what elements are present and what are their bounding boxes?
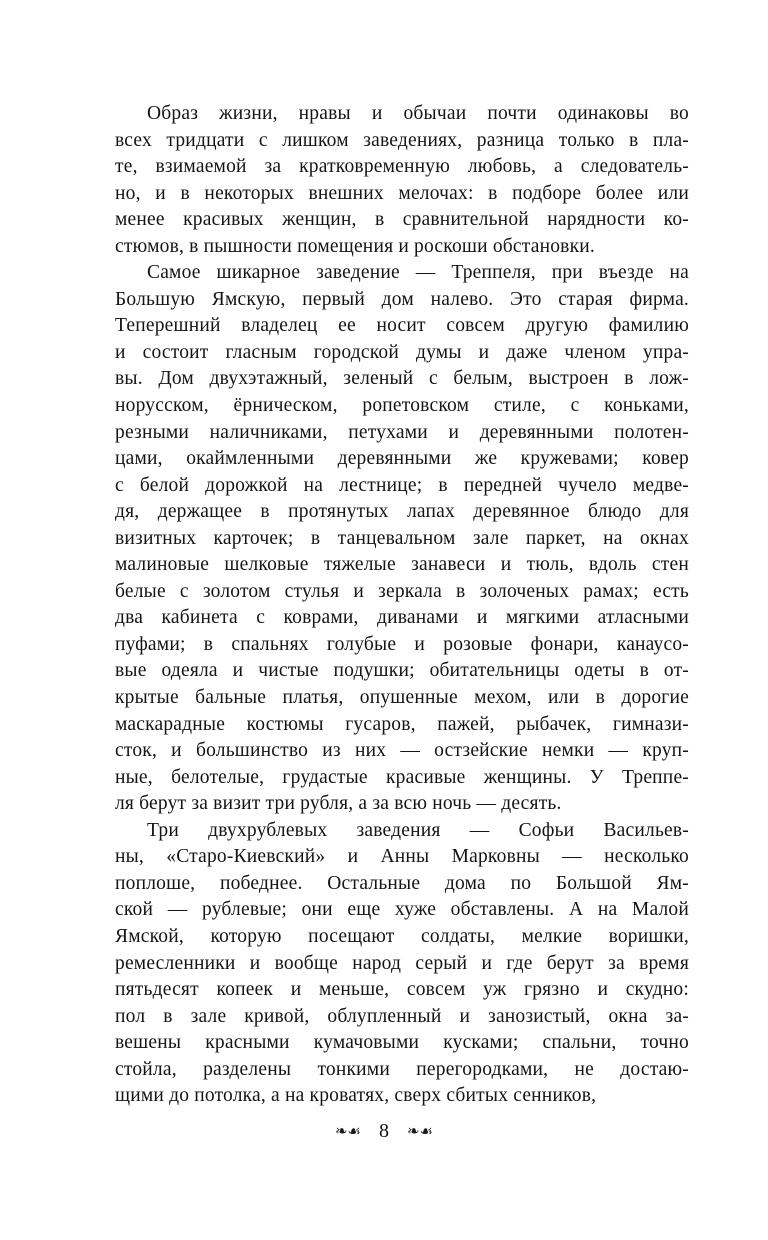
text-line: всех тридцати с лишком заведениях, разница только в пла- [115,129,689,151]
text-line: цами, окаймленными деревянными же кружевами; ковер [115,448,689,470]
text-line: вешены красными кумачовыми кусками; спальни, точно [115,1032,689,1054]
text-line: ремесленники и вообще народ серый и где берут за время [115,952,689,974]
text-line: и состоит гласным городской думы и даже членом упра- [115,341,689,363]
text-line: визитных карточек; в танцевальном зале паркет, на окнах [115,527,689,549]
text-line: ля берут за визит три рубля, а за всю ночь — десять. [115,793,562,815]
text-line: норусском, ёрническом, ропетовском стиле, с коньками, [115,395,689,417]
text-line: стойла, разделены тонкими перегородками, не достаю- [115,1058,689,1080]
paragraph [115,260,689,817]
text-line: дя, держащее в протянутых лапах деревянное блюдо для [115,501,689,523]
text-line: сток, и большинство из них — остзейские немки — круп- [115,740,689,762]
paragraph [115,101,689,260]
text-line: с белой дорожкой на лестнице; в передней чучело медве- [115,474,689,496]
text-line: вы. Дом двухэтажный, зеленый с белым, выстроен в лож- [115,368,689,390]
page-footer [0,1120,768,1143]
footer-ornament-right-icon: ❧☙ [407,1122,434,1140]
text-line: два кабинета с коврами, диванами и мягкими атласными [115,607,689,629]
text-line: Ямской, которую посещают солдаты, мелкие воришки, [115,925,689,947]
page-text [115,101,689,1110]
text-line: Три двухрублевых заведения — Софьи Васильев- [147,819,689,841]
text-line: вые одеяла и чистые подушки; обитательницы одеты в от- [115,660,689,682]
text-line: белые с золотом стулья и зеркала в золоченых рамах; есть [115,580,689,602]
text-line: менее красивых женщин, в сравнительной нарядности ко- [115,209,689,231]
text-line: ные, белотелые, грудастые красивые женщины. У Треппе- [115,766,689,788]
text-line: Теперешний владелец ее носит совсем другую фамилию [115,315,689,337]
text-line: Большую Ямскую, первый дом налево. Это старая фирма. [115,288,689,310]
text-line: поплоше, победнее. Остальные дома по Большой Ям- [115,872,689,894]
paragraph [115,818,689,1110]
text-line: но, и в некоторых внешних мелочах: в подборе более или [115,182,689,204]
text-line: пол в зале кривой, облупленный и занозистый, окна за- [115,1005,689,1027]
footer-ornament-left-icon: ❧☙ [334,1122,361,1140]
page-number: 8 [379,1120,389,1142]
text-line: крытые бальные платья, опушенные мехом, или в дорогие [115,687,689,709]
text-line: те, взимаемой за кратковременную любовь, а следователь- [115,156,689,178]
text-line: резными наличниками, петухами и деревянными полотен- [115,421,689,443]
text-line: ской — рублевые; они еще хуже обставлены. А на Малой [115,899,689,921]
text-line: пятьдесят копеек и меньше, совсем уж грязно и скудно: [115,979,689,1001]
text-line: ны, «Старо-Киевский» и Анны Марковны — несколько [115,846,689,868]
text-line: стюмов, в пышности помещения и роскоши обстановки. [115,235,595,257]
text-line: щими до потолка, а на кроватях, сверх сбитых сенников, [115,1085,597,1107]
text-line: Самое шикарное заведение — Треппеля, при въезде на [147,262,689,284]
text-line: маскарадные костюмы гусаров, пажей, рыбачек, гимнази- [115,713,689,735]
text-line: пуфами; в спальнях голубые и розовые фонари, канаусо- [115,633,689,655]
text-line: Образ жизни, нравы и обычаи почти одинаковы во [147,103,689,124]
text-line: малиновые шелковые тяжелые занавеси и тюль, вдоль стен [115,554,689,576]
